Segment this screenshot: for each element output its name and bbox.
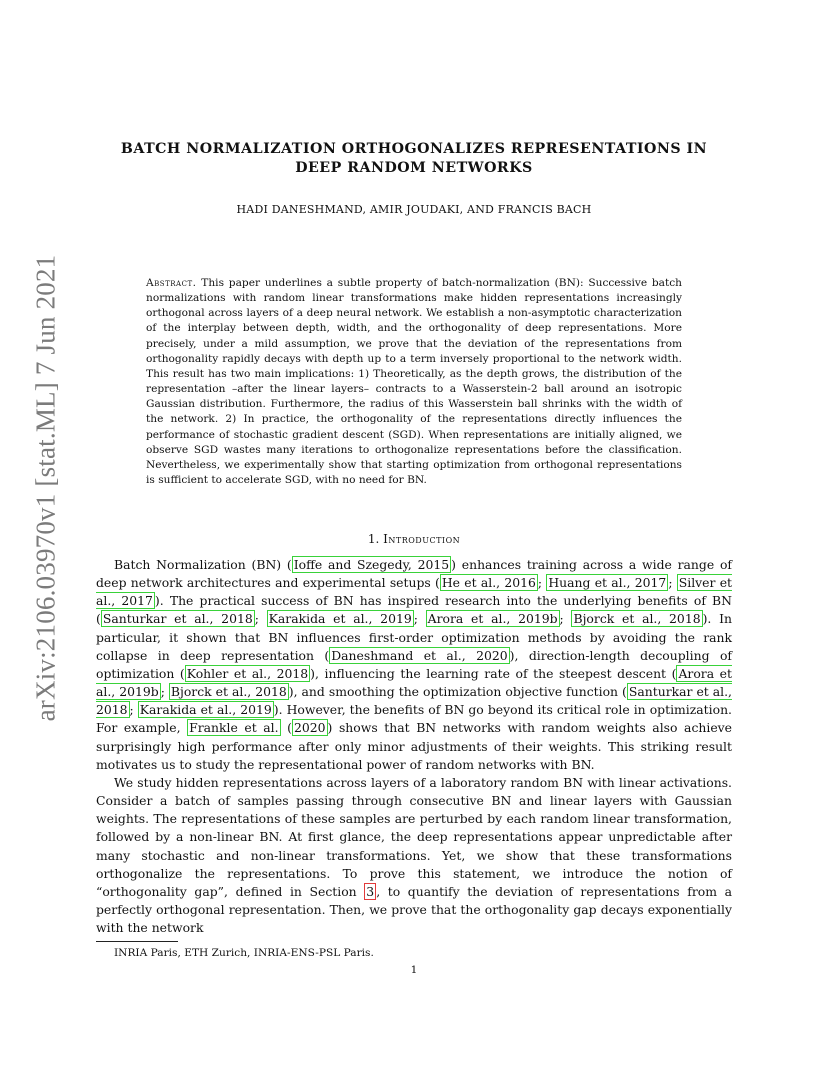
text-run: ;: [413, 611, 426, 627]
citation-link[interactable]: Daneshmand et al., 2020: [331, 647, 508, 663]
footnote-affiliations: INRIA Paris, ETH Zurich, INRIA-ENS-PSL Paris.: [114, 947, 374, 959]
arxiv-identifier[interactable]: arXiv:2106.03970v1 [stat.ML] 7 Jun 2021: [30, 254, 61, 722]
citation-link[interactable]: Silver et al., 2017: [96, 575, 733, 609]
text-run: Batch Normalization (BN) (: [114, 557, 292, 572]
paper-title: [100, 140, 728, 178]
title-line-1: BATCH NORMALIZATION ORTHOGONALIZES REPRESENTATIONS IN: [120, 141, 708, 157]
section-heading: [100, 532, 728, 546]
citation-link[interactable]: Huang et al., 2017: [548, 575, 667, 591]
text-run: We study hidden representations across layers of a laboratory random BN with linear activations. Consider a batch of samples passing through consecutive BN and linear layers with Gaussian weights. The representations of these samples are perturbed by each random linear transformation, followed by a non-linear BN. At first glance, the deep representations appear unpredictable after many stochastic and non-linear transformations. Yet, we show that these transformations orthogonalize the representations. To prove this statement, we introduce the notion of “orthogonality gap”, defined in Section: [96, 774, 732, 899]
citation-link[interactable]: Bjorck et al., 2018: [170, 684, 287, 700]
text-run: ;: [668, 575, 677, 591]
arxiv-identifier-stamp: [26, 254, 66, 722]
text-run: ). However, the benefits of BN go beyond its critical role in optimization. For example,: [96, 702, 732, 736]
title-line-2: DEEP RANDOM NETWORKS: [295, 160, 533, 176]
abstract-text: This paper underlines a subtle property of batch-normalization (BN): Successive batch normalizations with random linear transformations make hidden representations increasingly orthogonal across layers of a deep neural network. We establish a non-asymptotic characterization of the interplay between depth, width, and the orthogonality of deep representations. More precisely, under a mild assumption, we prove that the deviation of the representations from orthogonality rapidly decays with depth up to a term inversely proportional to the network width. This result has two main implications: 1) Theoretically, as the depth grows, the distribution of the representation –after the linear layers– contracts to a Wasserstein-2 ball around an isotropic Gaussian distribution. Furthermore, the radius of this Wasserstein ball shrinks with the width of the network. 2) In practice, the orthogonality of the representations directly influences the performance of stochastic gradient descent (SGD). When representations are initially aligned, we observe SGD wastes many iterations to orthogonalize representations before the classification. Nevertheless, we experimentally show that starting optimization from orthogonal representations is sufficient to accelerate SGD, with no need for BN.: [146, 277, 682, 487]
paragraph-2: [96, 774, 732, 937]
text-run: ;: [129, 702, 138, 718]
body-text: [96, 556, 732, 937]
text-run: ;: [537, 575, 547, 591]
section-title: Introduction: [383, 532, 461, 546]
text-run: , to quantify the deviation of representations from a perfectly orthogonal representation. Then, we prove that the orthogonality gap decays exponentially with the network: [96, 883, 732, 936]
citation-link[interactable]: Frankle et al.: [189, 720, 279, 736]
abstract: [146, 276, 682, 488]
text-run: ). In particular, it shown that BN influences first-order optimization methods by avoiding the rank collapse in deep representation (: [96, 611, 732, 663]
text-run: ), direction-length decoupling of optimization (: [96, 647, 732, 681]
citation-link[interactable]: Bjorck et al., 2018: [573, 611, 701, 627]
text-run: ;: [254, 611, 267, 627]
citation-link[interactable]: Karakida et al., 2019: [139, 702, 272, 718]
page-number: 1: [410, 964, 418, 976]
text-run: ). The practical success of BN has inspired research into the underlying benefits of BN (: [96, 593, 732, 627]
citation-link[interactable]: Arora et al., 2019b: [96, 665, 732, 700]
text-run: ), and smoothing the optimization objective function (: [288, 684, 627, 700]
text-run: (: [280, 720, 292, 736]
paragraph-1: [96, 556, 732, 774]
citation-link[interactable]: Arora et al., 2019b: [427, 611, 558, 627]
text-run: ), influencing the learning rate of the steepest descent (: [310, 665, 677, 681]
author-list: HADI DANESHMAND, AMIR JOUDAKI, AND FRANCIS BACH: [236, 203, 592, 216]
text-run: ;: [559, 611, 572, 627]
section-number: 1.: [367, 532, 380, 546]
text-run: ) shows that BN networks with random weights also achieve surprisingly high performance after only minor adjustments of their weights. This striking result motivates us to study the representational power of random networks with BN.: [96, 720, 732, 772]
citation-link[interactable]: 2020: [293, 720, 326, 736]
abstract-label: Abstract.: [146, 277, 197, 289]
section-reference-link[interactable]: 3: [366, 883, 375, 899]
citation-link[interactable]: Kohler et al., 2018: [186, 665, 309, 681]
citation-link[interactable]: Santurkar et al., 2018: [102, 611, 253, 627]
text-run: ) enhances training across a wide range of deep network architectures and experimental setups (: [96, 557, 732, 591]
citation-link[interactable]: He et al., 2016: [441, 575, 536, 591]
text-run: ;: [160, 684, 169, 700]
citation-link[interactable]: Santurkar et al., 2018: [96, 684, 732, 718]
footnote-divider: [96, 941, 178, 942]
citation-link[interactable]: Karakida et al., 2019: [268, 611, 412, 627]
citation-link[interactable]: Ioffe and Szegedy, 2015: [293, 557, 450, 572]
